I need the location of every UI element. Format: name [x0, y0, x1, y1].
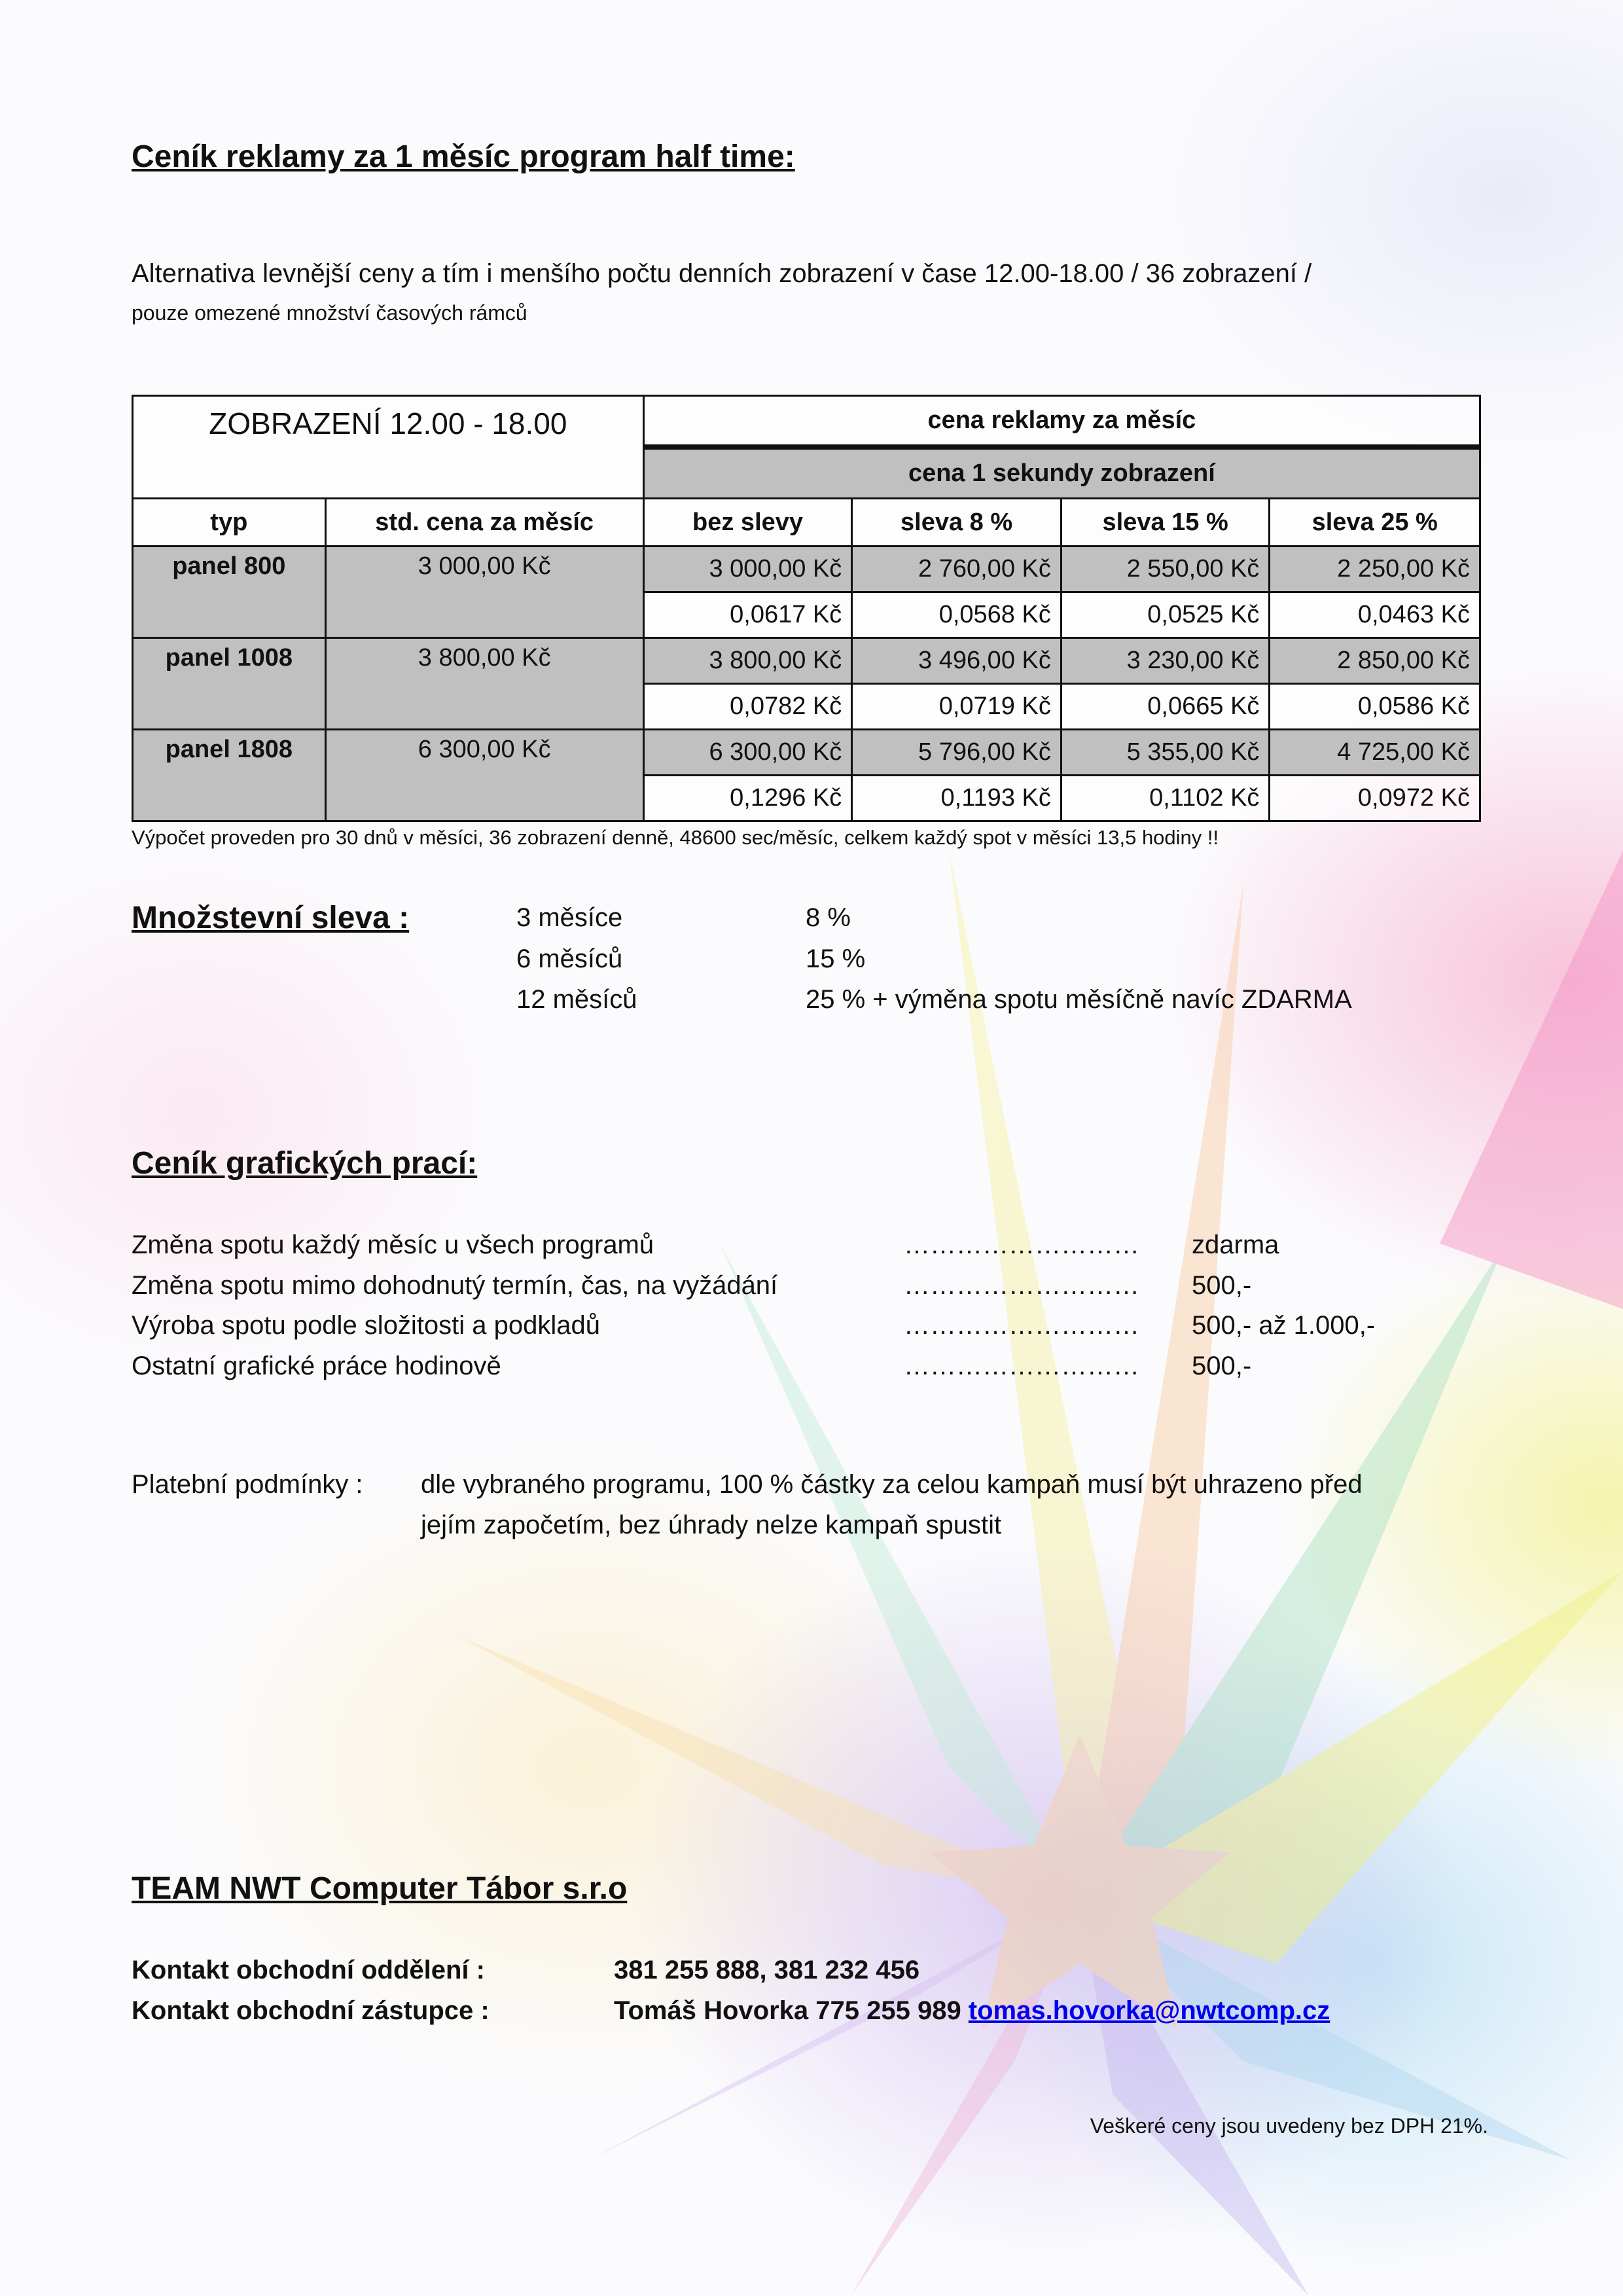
contact-value: 381 255 888, 381 232 456 [614, 1956, 920, 1984]
price-cell: 2 550,00 Kč [1061, 547, 1270, 592]
table-row-month [133, 730, 1480, 776]
email-link[interactable]: tomas.hovorka@nwtcomp.cz [968, 1996, 1330, 2025]
discount-period: 3 měsíce [516, 903, 623, 932]
price-cell: 0,0782 Kč [643, 684, 852, 730]
table-corner-header: ZOBRAZENÍ 12.00 - 18.00 [133, 396, 644, 499]
price-cell: 0,0463 Kč [1270, 592, 1480, 638]
price-cell: 0,0586 Kč [1270, 684, 1480, 730]
price-cell: 0,1296 Kč [643, 776, 852, 821]
price-cell: 0,0617 Kč [643, 592, 852, 638]
std-price: 3 800,00 Kč [325, 638, 643, 730]
column-header: std. cena za měsíc [325, 499, 643, 547]
graphics-item-label: Ostatní grafické práce hodinově [132, 1352, 501, 1380]
column-header: typ [133, 499, 326, 547]
payment-label: Platební podmínky : [132, 1470, 363, 1499]
graphics-item-label: Změna spotu mimo dohodnutý termín, čas, na vyžádání [132, 1271, 778, 1300]
column-header: sleva 25 % [1270, 499, 1480, 547]
price-cell: 3 496,00 Kč [852, 638, 1061, 684]
graphics-item-price: 500,- [1192, 1352, 1252, 1380]
price-table [132, 395, 1481, 822]
group-header: cena reklamy za měsíc [643, 396, 1480, 447]
panel-type: panel 800 [133, 547, 326, 638]
leader-dots: ……………………… [904, 1230, 1139, 1259]
leader-dots: ……………………… [904, 1352, 1139, 1380]
page-title: Ceník reklamy za 1 měsíc program half time: [132, 139, 795, 174]
panel-type: panel 1808 [133, 730, 326, 821]
price-cell: 4 725,00 Kč [1270, 730, 1480, 776]
discount-heading: Množstevní sleva : [132, 901, 410, 935]
company-name: TEAM NWT Computer Tábor s.r.o [132, 1871, 628, 1906]
price-cell: 0,0719 Kč [852, 684, 1061, 730]
table-row-month [133, 638, 1480, 684]
graphics-item-price: zdarma [1192, 1230, 1279, 1259]
price-cell: 0,0972 Kč [1270, 776, 1480, 821]
graphics-heading: Ceník grafických prací: [132, 1146, 478, 1181]
price-cell: 0,0665 Kč [1061, 684, 1270, 730]
vat-note: Veškeré ceny jsou uvedeny bez DPH 21%. [1090, 2114, 1488, 2138]
graphics-item-price: 500,- až 1.000,- [1192, 1311, 1376, 1340]
leader-dots: ……………………… [904, 1311, 1139, 1340]
intro-note: pouze omezené množství časových rámců [132, 301, 527, 325]
price-cell: 3 800,00 Kč [643, 638, 852, 684]
contact-label: Kontakt obchodní zástupce : [132, 1996, 490, 2025]
discount-period: 6 měsíců [516, 944, 623, 973]
price-cell: 0,1102 Kč [1061, 776, 1270, 821]
graphics-item-label: Výroba spotu podle složitosti a podkladů [132, 1311, 601, 1340]
discount-value: 8 % [806, 903, 851, 932]
panel-type: panel 1008 [133, 638, 326, 730]
payment-text: dle vybraného programu, 100 % částky za celou kampaň musí být uhrazeno před [421, 1470, 1363, 1499]
price-cell: 0,0525 Kč [1061, 592, 1270, 638]
table-footnote: Výpočet proveden pro 30 dnů v měsíci, 36 zobrazení denně, 48600 sec/měsíc, celkem každý spot v měsíci 13,5 hodiny !! [132, 826, 1219, 849]
sub-header: cena 1 sekundy zobrazení [643, 447, 1480, 499]
price-cell: 2 850,00 Kč [1270, 638, 1480, 684]
std-price: 6 300,00 Kč [325, 730, 643, 821]
price-cell: 5 796,00 Kč [852, 730, 1061, 776]
discount-period: 12 měsíců [516, 985, 637, 1014]
price-cell: 2 250,00 Kč [1270, 547, 1480, 592]
contact-rep-text: Tomáš Hovorka 775 255 989 [614, 1996, 969, 2025]
contact-value [614, 1996, 1330, 2026]
leader-dots: ……………………… [904, 1271, 1139, 1300]
table-row-month [133, 547, 1480, 592]
intro-text: Alternativa levnější ceny a tím i menšího počtu denních zobrazení v čase 12.00-18.00 / 36 zobrazení / [132, 259, 1312, 288]
column-header: sleva 15 % [1061, 499, 1270, 547]
price-cell: 3 230,00 Kč [1061, 638, 1270, 684]
contact-label: Kontakt obchodní oddělení : [132, 1956, 485, 1984]
price-cell: 5 355,00 Kč [1061, 730, 1270, 776]
price-cell: 3 000,00 Kč [643, 547, 852, 592]
price-cell: 0,0568 Kč [852, 592, 1061, 638]
price-cell: 2 760,00 Kč [852, 547, 1061, 592]
price-cell: 6 300,00 Kč [643, 730, 852, 776]
payment-text: jejím započetím, bez úhrady nelze kampaň spustit [421, 1511, 1002, 1539]
column-header: sleva 8 % [852, 499, 1061, 547]
column-header: bez slevy [643, 499, 852, 547]
discount-value: 15 % [806, 944, 866, 973]
graphics-item-label: Změna spotu každý měsíc u všech programů [132, 1230, 654, 1259]
price-cell: 0,1193 Kč [852, 776, 1061, 821]
discount-value: 25 % + výměna spotu měsíčně navíc ZDARMA [806, 985, 1352, 1014]
graphics-item-price: 500,- [1192, 1271, 1252, 1300]
std-price: 3 000,00 Kč [325, 547, 643, 638]
